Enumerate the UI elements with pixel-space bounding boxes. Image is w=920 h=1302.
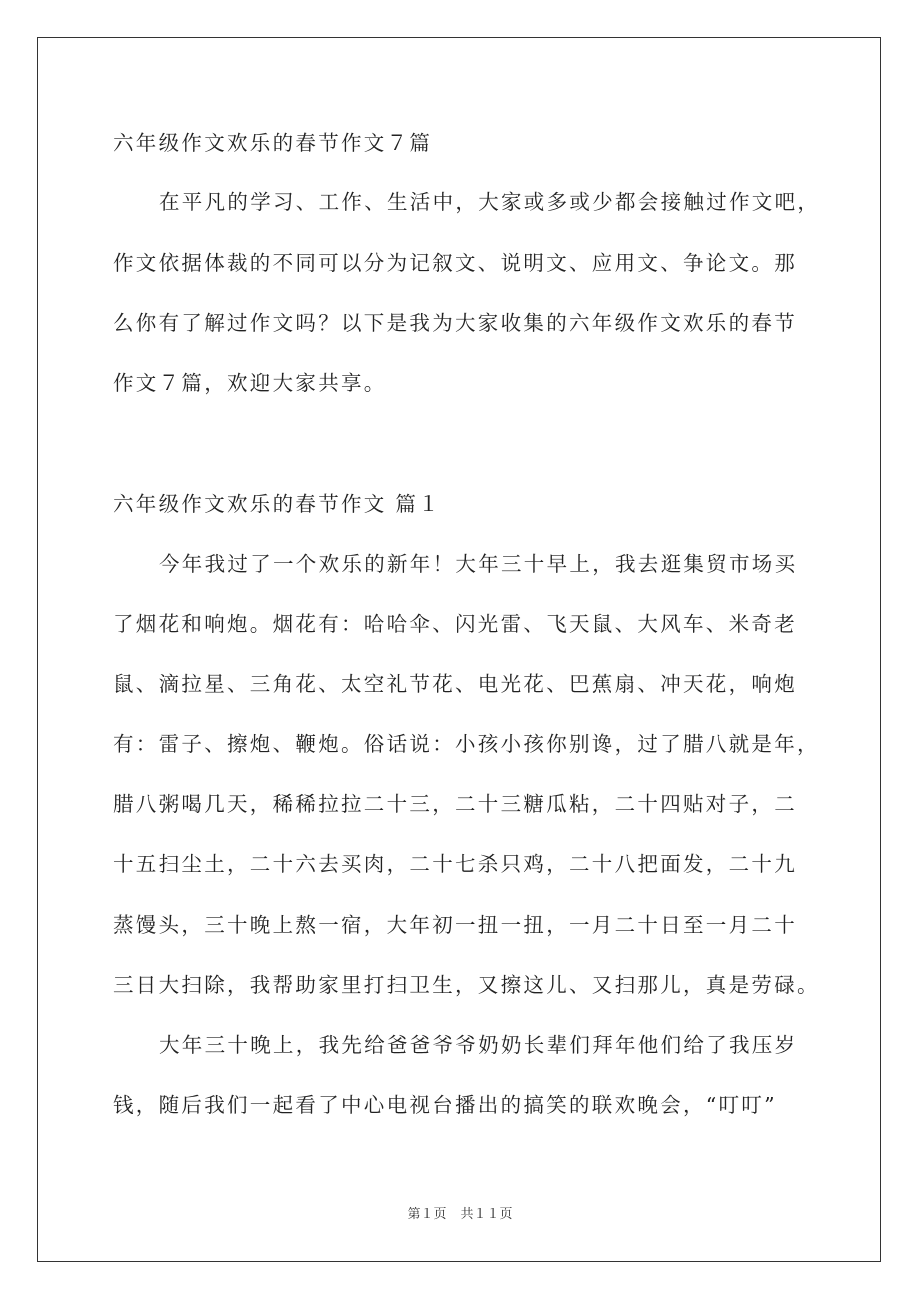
paragraph-line: 蒸馒头，三十晚上熬一宿，大年初一扭一扭，一月二十日至一月二十 — [113, 913, 797, 937]
intro-line: 作文依据体裁的不同可以分为记叙文、说明文、应用文、争论文。那 — [113, 251, 797, 275]
paragraph-line: 钱，随后我们一起看了中心电视台播出的搞笑的联欢晚会，“叮叮” — [113, 1093, 777, 1117]
paragraph-line: 鼠、滴拉星、三角花、太空礼节花、电光花、巴蕉扇、冲天花，响炮 — [113, 672, 797, 696]
paragraph-line: 了烟花和响炮。烟花有：哈哈伞、闪光雷、飞天鼠、大风车、米奇老 — [113, 612, 797, 636]
document-title: 六年级作文欢乐的春节作文７篇 — [113, 131, 433, 155]
intro-line: 在平凡的学习、工作、生活中，大家或多或少都会接触过作文吧， — [159, 190, 821, 214]
paragraph-line: 腊八粥喝几天，稀稀拉拉二十三，二十三糖瓜粘，二十四贴对子，二 — [113, 792, 797, 816]
page-number-current: 第１页 — [407, 1207, 447, 1222]
intro-line: 作文７篇，欢迎大家共享。 — [113, 371, 387, 395]
paragraph-line: 今年我过了一个欢乐的新年！大年三十早上，我去逛集贸市场买 — [159, 552, 798, 576]
paragraph-line: 十五扫尘土，二十六去买肉，二十七杀只鸡，二十八把面发，二十九 — [113, 852, 797, 876]
section-title: 六年级作文欢乐的春节作文 篇１ — [113, 492, 442, 516]
page-number-total: 共１１页 — [460, 1207, 513, 1222]
page-frame — [37, 37, 881, 1262]
intro-line: 么你有了解过作文吗？以下是我为大家收集的六年级作文欢乐的春节 — [113, 311, 797, 335]
paragraph-line: 有：雷子、擦炮、鞭炮。俗话说：小孩小孩你别谗，过了腊八就是年， — [113, 732, 820, 756]
page-footer — [0, 1206, 920, 1224]
paragraph-line: 大年三十晚上，我先给爸爸爷爷奶奶长辈们拜年他们给了我压岁 — [159, 1033, 798, 1057]
paragraph-line: 三日大扫除，我帮助家里打扫卫生，又擦这儿、又扫那儿，真是劳碌。 — [113, 973, 820, 997]
